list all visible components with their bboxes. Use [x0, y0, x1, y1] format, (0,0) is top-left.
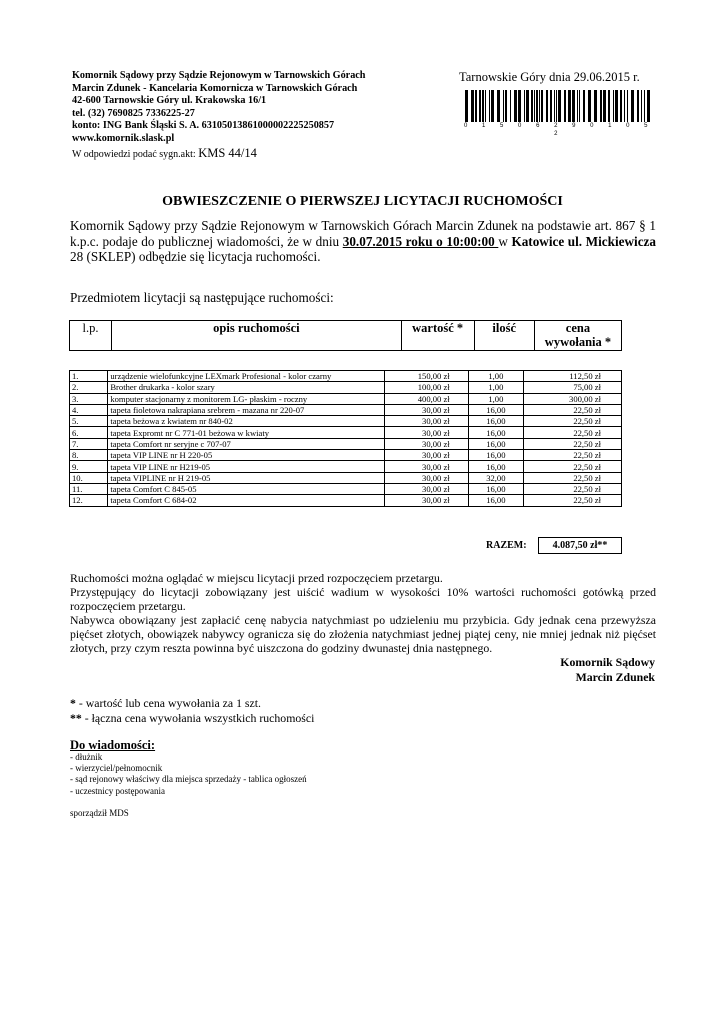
cell-opis: tapeta Comfort C 845-05 [108, 483, 385, 494]
cell-lp: 4. [70, 404, 108, 415]
cell-ilosc: 16,00 [468, 483, 523, 494]
intro-text: Komornik Sądowy przy Sądzie Rejonowym w Tarnowskich Górach Marcin Zdunek na podstawie art. 867 § 1 k.p.c. podaje do publicznej wiadomości, że w dniu [70, 218, 656, 249]
cell-opis: Brother drukarka - kolor szary [108, 382, 385, 393]
cell-opis: tapeta VIP LINE nr H219-05 [108, 461, 385, 472]
distribution-item: - sąd rejonowy właściwy dla miejsca sprzedaży - tablica ogłoszeń [70, 774, 307, 785]
cell-cena: 112,50 zł [524, 371, 622, 382]
cell-wartosc: 30,00 zł [385, 438, 468, 449]
cell-ilosc: 16,00 [468, 495, 523, 506]
table-row [70, 416, 622, 427]
cell-lp: 11. [70, 483, 108, 494]
header-line: Marcin Zdunek - Kancelaria Komornicza w Tarnowskich Górach [72, 82, 358, 94]
distribution-list [70, 752, 307, 797]
cell-lp: 5. [70, 416, 108, 427]
cell-lp: 2. [70, 382, 108, 393]
table-row [70, 404, 622, 415]
col-header-wartosc: wartość * [401, 321, 474, 351]
table-row [70, 450, 622, 461]
cell-lp: 12. [70, 495, 108, 506]
table-row [70, 483, 622, 494]
footnote-mark: ** [70, 710, 82, 725]
header-line: konto: ING Bank Śląski S. A. 63105013861000002225250857 [72, 120, 335, 132]
cell-cena: 22,50 zł [524, 450, 622, 461]
cell-ilosc: 16,00 [468, 416, 523, 427]
auction-location: Katowice ul. Mickiewicza [511, 233, 656, 249]
cell-cena: 75,00 zł [524, 382, 622, 393]
cell-ilosc: 32,00 [468, 472, 523, 483]
barcode-digits: 0 1 5 0 6 2 9 0 1 0 5 2 [464, 123, 654, 137]
footnote-text: - łączna cena wywołania wszystkich ruchomości [81, 710, 315, 725]
table-row [70, 382, 622, 393]
signature-name: Marcin Zdunek [575, 669, 655, 684]
col-header-opis: opis ruchomości [111, 321, 401, 351]
cell-wartosc: 30,00 zł [385, 495, 468, 506]
footnote [70, 696, 314, 711]
case-reference [72, 146, 257, 161]
cell-wartosc: 30,00 zł [385, 450, 468, 461]
cell-cena: 300,00 zł [524, 393, 622, 404]
cell-opis: tapeta beżowa z kwiatem nr 840-02 [108, 416, 385, 427]
total-label: RAZEM: [486, 540, 527, 551]
total-value: 4.087,50 zł** [538, 537, 622, 554]
header-line: www.komornik.slask.pl [72, 132, 175, 144]
cell-wartosc: 30,00 zł [385, 483, 468, 494]
signature [560, 655, 655, 684]
cell-lp: 8. [70, 450, 108, 461]
footnote-text: - wartość lub cena wywołania za 1 szt. [75, 696, 261, 710]
cell-wartosc: 400,00 zł [385, 393, 468, 404]
items-table-body [70, 371, 622, 507]
cell-wartosc: 30,00 zł [385, 404, 468, 415]
cell-ilosc: 16,00 [468, 404, 523, 415]
cell-opis: komputer stacjonarny z monitorem LG- płaskim - roczny [108, 393, 385, 404]
table-row [70, 393, 622, 404]
cell-lp: 1. [70, 371, 108, 382]
table-row [70, 472, 622, 483]
prepared-by: sporządził MDS [70, 808, 129, 818]
cell-lp: 3. [70, 393, 108, 404]
deposit-note: Przystępujący do licytacji zobowiązany jest uiścić wadium w wysokości 10% wartości ruchomości gotówką przed rozpoczęciem przetargu. [70, 585, 656, 614]
cell-ilosc: 16,00 [468, 450, 523, 461]
table-row [70, 461, 622, 472]
cell-wartosc: 30,00 zł [385, 416, 468, 427]
cell-ilosc: 16,00 [468, 461, 523, 472]
page-title: OBWIESZCZENIE O PIERWSZEJ LICYTACJI RUCHOMOŚCI [162, 194, 563, 209]
cell-cena: 22,50 zł [524, 427, 622, 438]
auction-datetime: 30.07.2015 roku o 10:00:00 [342, 233, 499, 249]
subject-line: Przedmiotem licytacji są następujące ruchomości: [70, 290, 334, 305]
viewing-note: Ruchomości można oglądać w miejscu licytacji przed rozpoczęciem przetargu. [70, 571, 443, 585]
table-row [70, 427, 622, 438]
intro-text: 28 (SKLEP) odbędzie się licytacja ruchomości. [70, 249, 321, 265]
header-line: Komornik Sądowy przy Sądzie Rejonowym w Tarnowskich Górach [72, 70, 366, 81]
bailiff-header [72, 70, 365, 146]
footnote-mark: * [70, 696, 76, 710]
table-row [70, 438, 622, 449]
cell-ilosc: 1,00 [468, 382, 523, 393]
cell-lp: 7. [70, 438, 108, 449]
document-date: Tarnowskie Góry dnia 29.06.2015 r. [459, 70, 640, 84]
cell-cena: 22,50 zł [524, 483, 622, 494]
table-row [70, 495, 622, 506]
cell-wartosc: 30,00 zł [385, 427, 468, 438]
cell-wartosc: 100,00 zł [385, 382, 468, 393]
cell-ilosc: 16,00 [468, 427, 523, 438]
footnote [70, 711, 314, 726]
barcode [463, 90, 655, 137]
cell-opis: tapeta Comfort nr seryjne c 707-07 [108, 438, 385, 449]
distribution-item: - dłużnik [70, 752, 103, 762]
cell-wartosc: 30,00 zł [385, 472, 468, 483]
distribution-heading: Do wiadomości: [70, 738, 156, 752]
case-reference-label: W odpowiedzi podać sygn.akt: [72, 149, 196, 160]
distribution-item: - wierzyciel/pełnomocnik [70, 763, 163, 774]
cell-cena: 22,50 zł [524, 472, 622, 483]
intro-paragraph [70, 218, 656, 265]
col-header-lp: l.p. [70, 321, 112, 351]
signature-title: Komornik Sądowy [560, 655, 655, 669]
cell-wartosc: 150,00 zł [385, 371, 468, 382]
cell-cena: 22,50 zł [524, 438, 622, 449]
items-table [69, 370, 622, 507]
cell-lp: 9. [70, 461, 108, 472]
cell-opis: tapeta Expromt nr C 771-01 beżowa w kwiaty [108, 427, 385, 438]
cell-opis: tapeta Comfort C 684-02 [108, 495, 385, 506]
table-row [70, 371, 622, 382]
cell-opis: tapeta fioletowa nakrapiana srebrem - mazana nr 220-07 [108, 404, 385, 415]
header-line: 42-600 Tarnowskie Góry ul. Krakowska 16/1 [72, 95, 267, 107]
distribution-item: - uczestnicy postępowania [70, 785, 165, 796]
items-table-header [69, 320, 622, 351]
cell-cena: 22,50 zł [524, 416, 622, 427]
cell-ilosc: 1,00 [468, 371, 523, 382]
cell-opis: tapeta VIP LINE nr H 220-05 [108, 450, 385, 461]
case-reference-value: KMS 44/14 [198, 146, 257, 160]
col-header-ilosc: ilość [474, 321, 534, 351]
footnotes [70, 696, 314, 725]
cell-opis: urządzenie wielofunkcyjne LEXmark Profesional - kolor czarny [108, 371, 385, 382]
col-header-cena: cena wywołania * [534, 321, 621, 351]
intro-text: w [498, 233, 512, 249]
header-line: tel. (32) 7690825 7336225-27 [72, 107, 195, 119]
cell-wartosc: 30,00 zł [385, 461, 468, 472]
cell-cena: 22,50 zł [524, 495, 622, 506]
cell-opis: tapeta VIPLINE nr H 219-05 [108, 472, 385, 483]
cell-ilosc: 16,00 [468, 438, 523, 449]
payment-note: Nabywca obowiązany jest zapłacić cenę nabycia natychmiast po udzieleniu mu przybicia. Gdy jednak cena przewyższa pięćset złotych, obowiązek nabywcy ogranicza się do złożenia natychmiast jednej piątej ceny, nie mniej jednak niż pięćset złotych, przy czym reszta powinna być uiszczona do godziny dwunastej dnia następnego. [70, 613, 656, 656]
cell-cena: 22,50 zł [524, 461, 622, 472]
cell-ilosc: 1,00 [468, 393, 523, 404]
cell-cena: 22,50 zł [524, 404, 622, 415]
cell-lp: 10. [70, 472, 108, 483]
cell-lp: 6. [70, 427, 108, 438]
